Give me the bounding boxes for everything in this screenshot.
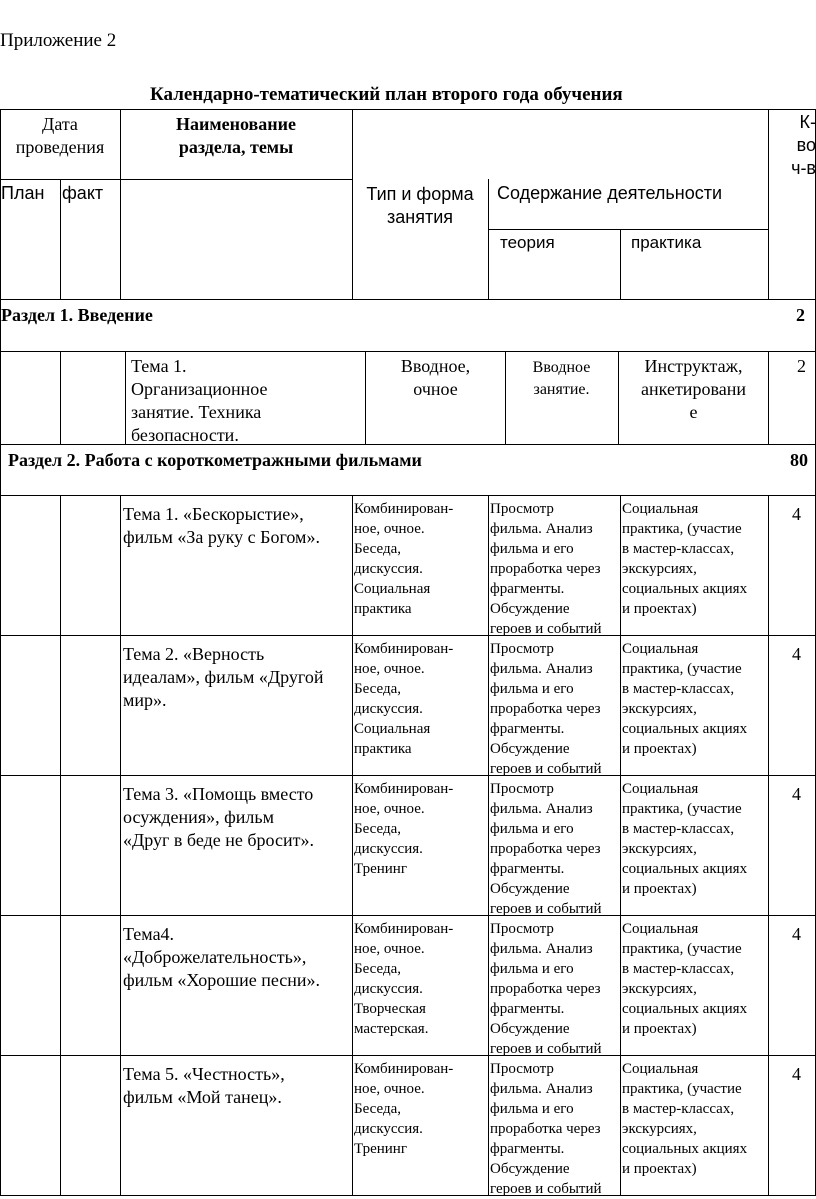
topic-hours: 4 bbox=[792, 644, 801, 664]
topic-name bbox=[123, 503, 320, 549]
topic-name-line: Тема 3. «Помощь вместо bbox=[123, 784, 314, 804]
topic-theory-line: фильма. Анализ bbox=[490, 801, 593, 817]
topic-theory bbox=[490, 499, 602, 639]
topic-practice bbox=[619, 355, 768, 424]
topic-hours: 4 bbox=[792, 1064, 801, 1084]
topic-practice-line: экскурсиях, bbox=[622, 1121, 697, 1137]
topic-practice-line: и проектах) bbox=[622, 741, 697, 757]
topic-practice-line: практика, (участие bbox=[622, 661, 742, 677]
section-hours: 80 bbox=[790, 450, 808, 470]
topic-name-line: фильм «Мой танец». bbox=[123, 1087, 282, 1107]
topic-theory-line: героев и событий bbox=[490, 1041, 602, 1057]
header-type bbox=[352, 183, 488, 229]
topic-practice-line: и проектах) bbox=[622, 601, 697, 617]
topic-theory-line: Вводное bbox=[532, 359, 591, 376]
topic-practice bbox=[622, 779, 747, 899]
topic-theory-line: проработка через bbox=[490, 561, 601, 577]
topic-practice-line: практика, (участие bbox=[622, 521, 742, 537]
topic-type-line: ное, очное. bbox=[354, 661, 425, 677]
topic-theory-line: фрагменты. bbox=[490, 861, 565, 877]
header-count-line: во bbox=[796, 135, 816, 155]
topic-practice-line: социальных акциях bbox=[622, 721, 748, 737]
topic-theory bbox=[490, 1059, 602, 1199]
topic-theory-line: фильма. Анализ bbox=[490, 661, 593, 677]
topic-name-line: мир». bbox=[123, 690, 167, 710]
header-name-line: Наименование bbox=[176, 114, 296, 134]
topic-hours: 2 bbox=[797, 356, 806, 376]
header-date-line: проведения bbox=[15, 137, 105, 157]
topic-theory-line: Обсуждение bbox=[490, 1161, 570, 1177]
topic-theory-line: занятие. bbox=[533, 381, 590, 398]
topic-practice-line: Социальная bbox=[622, 921, 699, 937]
topic-theory-line: фрагменты. bbox=[490, 1001, 565, 1017]
topic-name-line: занятие. Техника bbox=[131, 402, 262, 422]
topic-theory-line: Обсуждение bbox=[490, 1021, 570, 1037]
topic-type-line: очное bbox=[413, 379, 458, 399]
topic-name-line: Организационное bbox=[131, 379, 268, 399]
topic-theory bbox=[490, 639, 602, 779]
topic-type bbox=[366, 355, 505, 401]
topic-practice-line: и проектах) bbox=[622, 1021, 697, 1037]
header-count bbox=[779, 111, 816, 180]
topic-practice-line: социальных акциях bbox=[622, 861, 748, 877]
topic-type-line: ное, очное. bbox=[354, 801, 425, 817]
section-title: Раздел 2. Работа с короткометражными фильмами bbox=[8, 450, 422, 470]
topic-practice-line: экскурсиях, bbox=[622, 841, 697, 857]
topic-practice-line: е bbox=[689, 402, 698, 422]
topic-type-line: Беседа, bbox=[354, 961, 401, 977]
header-plan: План bbox=[1, 183, 45, 203]
topic-theory-line: героев и событий bbox=[490, 621, 602, 637]
topic-type-line: дискуссия. bbox=[354, 981, 423, 997]
topic-type-line: Беседа, bbox=[354, 821, 401, 837]
topic-type-line: Творческая bbox=[354, 1001, 426, 1017]
topic-type-line: Социальная bbox=[354, 721, 431, 737]
topic-hours: 4 bbox=[792, 924, 801, 944]
topic-practice-line: в мастер-классах, bbox=[622, 681, 735, 697]
topic-name-line: «Друг в беде не бросит». bbox=[123, 830, 314, 850]
topic-practice bbox=[622, 919, 747, 1039]
topic-practice-line: в мастер-классах, bbox=[622, 541, 735, 557]
topic-theory bbox=[505, 357, 618, 401]
topic-name-line: идеалам», фильм «Другой bbox=[123, 667, 324, 687]
topic-name-line: Тема 1. «Бескорыстие», bbox=[123, 504, 304, 524]
topic-theory-line: фрагменты. bbox=[490, 1141, 565, 1157]
topic-type-line: Комбинирован- bbox=[354, 641, 454, 657]
topic-theory-line: фильма и его bbox=[490, 541, 574, 557]
topic-theory-line: проработка через bbox=[490, 981, 601, 997]
topic-type bbox=[354, 639, 453, 759]
topic-type-line: Тренинг bbox=[354, 1141, 407, 1157]
topic-type-line: Комбинирован- bbox=[354, 921, 454, 937]
topic-type-line: дискуссия. bbox=[354, 561, 423, 577]
topic-type-line: Социальная bbox=[354, 581, 431, 597]
topic-theory-line: фильма и его bbox=[490, 961, 574, 977]
header-count-line: ч-в bbox=[791, 158, 816, 178]
topic-theory-line: Просмотр bbox=[490, 921, 554, 937]
topic-name-line: фильм «Хорошие песни». bbox=[123, 970, 321, 990]
topic-type-line: ное, очное. bbox=[354, 521, 425, 537]
topic-theory-line: героев и событий bbox=[490, 1181, 602, 1197]
topic-practice-line: Социальная bbox=[622, 1061, 699, 1077]
header-type-line: занятия bbox=[387, 207, 453, 227]
section-hours: 2 bbox=[796, 305, 805, 325]
topic-practice-line: Социальная bbox=[622, 781, 699, 797]
topic-practice-line: и проектах) bbox=[622, 1161, 697, 1177]
topic-practice-line: в мастер-классах, bbox=[622, 1101, 735, 1117]
topic-theory-line: фильма. Анализ bbox=[490, 521, 593, 537]
topic-practice bbox=[622, 1059, 747, 1179]
header-count-line: К- bbox=[799, 112, 816, 132]
topic-type-line: Тренинг bbox=[354, 861, 407, 877]
topic-theory-line: героев и событий bbox=[490, 761, 602, 777]
topic-practice-line: анкетировани bbox=[641, 379, 746, 399]
topic-name-line: «Доброжелательность», bbox=[123, 947, 307, 967]
topic-name-line: Тема 5. «Честность», bbox=[123, 1064, 285, 1084]
topic-practice-line: и проектах) bbox=[622, 881, 697, 897]
topic-type-line: Комбинирован- bbox=[354, 1061, 454, 1077]
topic-practice-line: экскурсиях, bbox=[622, 701, 697, 717]
topic-theory-line: фильма и его bbox=[490, 681, 574, 697]
topic-theory-line: проработка через bbox=[490, 701, 601, 717]
topic-type-line: дискуссия. bbox=[354, 1121, 423, 1137]
topic-theory-line: фильма. Анализ bbox=[490, 1081, 593, 1097]
topic-type-line: ное, очное. bbox=[354, 1081, 425, 1097]
topic-name-line: осуждения», фильм bbox=[123, 807, 274, 827]
header-name bbox=[120, 113, 352, 159]
topic-practice-line: экскурсиях, bbox=[622, 981, 697, 997]
header-fact: факт bbox=[62, 183, 104, 203]
topic-theory-line: фильма. Анализ bbox=[490, 941, 593, 957]
topic-type-line: Беседа, bbox=[354, 681, 401, 697]
topic-practice-line: Социальная bbox=[622, 501, 699, 517]
topic-type bbox=[354, 499, 453, 619]
topic-name bbox=[123, 923, 320, 992]
topic-practice-line: социальных акциях bbox=[622, 581, 748, 597]
topic-theory-line: фильма и его bbox=[490, 1101, 574, 1117]
topic-practice-line: практика, (участие bbox=[622, 801, 742, 817]
topic-theory bbox=[490, 779, 602, 919]
topic-theory-line: фрагменты. bbox=[490, 721, 565, 737]
header-name-line: раздела, темы bbox=[178, 137, 294, 157]
header-theory: теория bbox=[500, 233, 555, 252]
topic-type-line: Комбинирован- bbox=[354, 781, 454, 797]
header-type-line: Тип и форма bbox=[366, 184, 474, 204]
header-practice: практика bbox=[631, 233, 702, 252]
topic-theory-line: фрагменты. bbox=[490, 581, 565, 597]
topic-theory-line: фильма и его bbox=[490, 821, 574, 837]
topic-type-line: дискуссия. bbox=[354, 841, 423, 857]
topic-type-line: Комбинирован- bbox=[354, 501, 454, 517]
topic-theory bbox=[490, 919, 602, 1059]
topic-hours: 4 bbox=[792, 504, 801, 524]
topic-practice-line: Инструктаж, bbox=[644, 356, 743, 376]
topic-name bbox=[131, 355, 267, 447]
topic-type bbox=[354, 1059, 453, 1159]
topic-type-line: дискуссия. bbox=[354, 701, 423, 717]
topic-theory-line: проработка через bbox=[490, 841, 601, 857]
topic-type-line: ное, очное. bbox=[354, 941, 425, 957]
topic-practice bbox=[622, 499, 747, 619]
topic-practice-line: в мастер-классах, bbox=[622, 961, 735, 977]
topic-theory-line: Просмотр bbox=[490, 781, 554, 797]
topic-theory-line: Просмотр bbox=[490, 641, 554, 657]
topic-theory-line: Просмотр bbox=[490, 1061, 554, 1077]
section-title: Раздел 1. Введение bbox=[1, 305, 153, 325]
topic-type-line: мастерская. bbox=[354, 1021, 429, 1037]
topic-type-line: Беседа, bbox=[354, 541, 401, 557]
topic-name-line: безопасности. bbox=[131, 425, 239, 445]
topic-type-line: Беседа, bbox=[354, 1101, 401, 1117]
topic-name bbox=[123, 1063, 285, 1109]
topic-practice-line: социальных акциях bbox=[622, 1001, 748, 1017]
topic-name bbox=[123, 643, 324, 712]
topic-name-line: Тема4. bbox=[123, 924, 175, 944]
topic-theory-line: Обсуждение bbox=[490, 881, 570, 897]
header-date-line: Дата bbox=[42, 114, 78, 134]
topic-type bbox=[354, 779, 453, 879]
appendix-label: Приложение 2 bbox=[0, 30, 117, 51]
document-title: Календарно-тематический план второго года обучения bbox=[150, 84, 623, 105]
topic-type-line: практика bbox=[354, 741, 412, 757]
topic-hours: 4 bbox=[792, 784, 801, 804]
topic-practice-line: практика, (участие bbox=[622, 1081, 742, 1097]
topic-theory-line: Просмотр bbox=[490, 501, 554, 517]
topic-type-line: практика bbox=[354, 601, 412, 617]
topic-name-line: Тема 1. bbox=[131, 356, 187, 376]
topic-name-line: фильм «За руку с Богом». bbox=[123, 527, 320, 547]
topic-theory-line: героев и событий bbox=[490, 901, 602, 917]
topic-theory-line: Обсуждение bbox=[490, 601, 570, 617]
header-date bbox=[0, 113, 120, 159]
topic-practice-line: экскурсиях, bbox=[622, 561, 697, 577]
topic-name-line: Тема 2. «Верность bbox=[123, 644, 265, 664]
topic-practice bbox=[622, 639, 747, 759]
topic-practice-line: в мастер-классах, bbox=[622, 821, 735, 837]
topic-practice-line: практика, (участие bbox=[622, 941, 742, 957]
topic-theory-line: проработка через bbox=[490, 1121, 601, 1137]
topic-practice-line: Социальная bbox=[622, 641, 699, 657]
topic-type-line: Вводное, bbox=[400, 356, 471, 376]
topic-practice-line: социальных акциях bbox=[622, 1141, 748, 1157]
topic-name bbox=[123, 783, 314, 852]
topic-theory-line: Обсуждение bbox=[490, 741, 570, 757]
header-content: Содержание деятельности bbox=[497, 183, 723, 203]
topic-type bbox=[354, 919, 453, 1039]
